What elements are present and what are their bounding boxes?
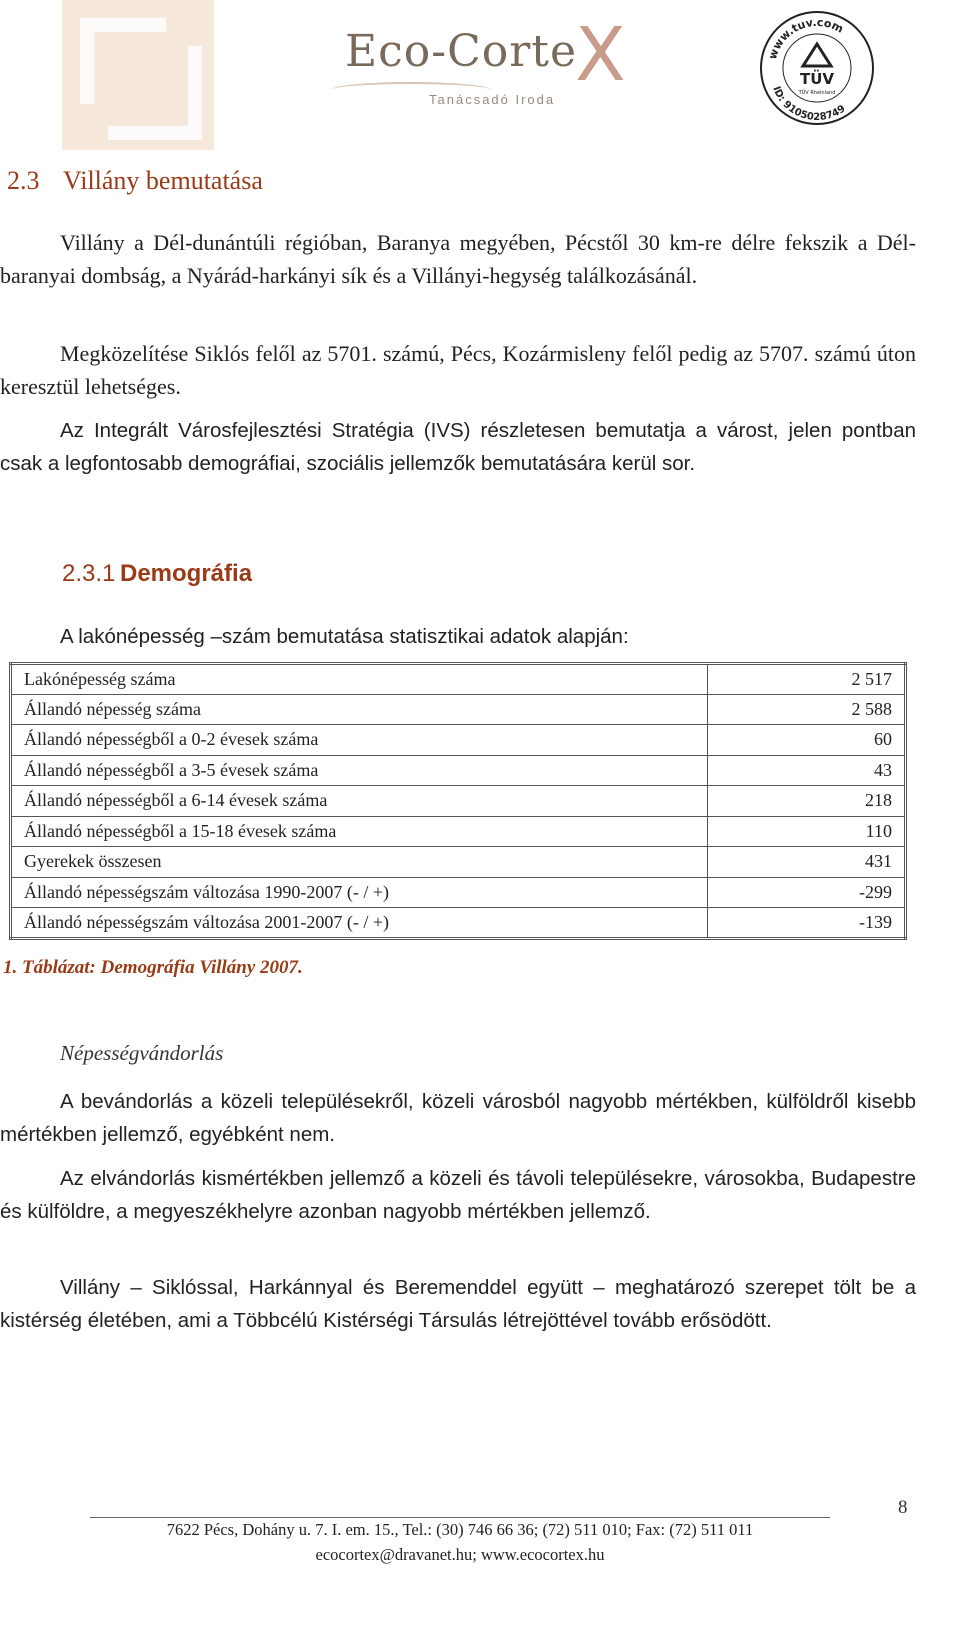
brand-subtitle: Tanácsadó Iroda: [429, 92, 556, 107]
table-row: [11, 664, 906, 695]
subsection-title: Demográfia: [120, 560, 253, 587]
demography-table: [9, 662, 907, 940]
page-header: [0, 0, 960, 150]
intro-paragraph: Villány a Dél-dunántúli régióban, Baranya megyében, Pécstől 30 km-re délre fekszik a Dél-baranyai dombság, a Nyárád-harkányi sík és a Villányi-hegység találkozásánál.: [0, 230, 916, 288]
table-row: [11, 816, 906, 847]
row-label: Állandó népességszám változása 1990-2007 (- / +): [11, 877, 708, 908]
table-row: [11, 725, 906, 756]
migration-paragraph: Villány – Siklóssal, Harkánnyal és Beremenddel együtt – meghatározó szerepet tölt be a kistérség életében, ami a Többcélú Kistérségi Társulás létrejöttével tovább erősödött.: [0, 1276, 916, 1332]
row-label: Állandó népességből a 6-14 évesek száma: [11, 786, 708, 817]
tuv-name: TÜV: [799, 70, 835, 88]
section-heading: [7, 166, 263, 196]
row-value: 2 517: [708, 664, 906, 695]
row-value: 218: [708, 786, 906, 817]
row-label: Állandó népességből a 0-2 évesek száma: [11, 725, 708, 756]
section-number: 2.3: [7, 166, 40, 195]
intro-paragraph: Az Integrált Városfejlesztési Stratégia (IVS) részletesen bemutatja a várost, jelen pontban csak a legfontosabb demográfiai, szociális jellemzők bemutatására kerül sor.: [0, 419, 916, 475]
company-logo: [345, 12, 635, 112]
section-title: Villány bemutatása: [63, 166, 263, 195]
row-label: Lakónépesség száma: [11, 664, 708, 695]
footer-contact: ecocortex@dravanet.hu; www.ecocortex.hu: [315, 1545, 605, 1564]
table-row: [11, 694, 906, 725]
subsection-heading: [62, 560, 252, 588]
migration-paragraph: Az elvándorlás kismértékben jellemző a közeli és távoli településekre, városokba, Budapestre és külföldre, a megyeszékhelyre azonban nagyobb mértékben jellemző.: [0, 1167, 916, 1223]
row-value: -139: [708, 908, 906, 939]
row-label: Gyerekek összesen: [11, 847, 708, 878]
table-row: [11, 847, 906, 878]
subsection-number: 2.3.1: [62, 560, 116, 587]
table-row: [11, 755, 906, 786]
table-row: [11, 908, 906, 939]
row-label: Állandó népességszám változása 2001-2007 (- / +): [11, 908, 708, 939]
table-row: [11, 786, 906, 817]
migration-heading: Népességvándorlás: [60, 1041, 224, 1065]
page-number: 8: [898, 1497, 908, 1518]
table-intro: A lakónépesség –szám bemutatása statisztikai adatok alapján:: [60, 625, 629, 648]
row-value: 43: [708, 755, 906, 786]
intro-paragraph: Megközelítése Siklós felől az 5701. számú, Pécs, Kozármisleny felől pedig az 5707. számú úton keresztül lehetséges.: [0, 341, 916, 399]
row-value: 110: [708, 816, 906, 847]
tuv-url: www.tuv.com: [765, 15, 846, 61]
table-caption: 1. Táblázat: Demográfia Villány 2007.: [3, 957, 303, 978]
footer-divider: [90, 1517, 830, 1518]
row-label: Állandó népességből a 3-5 évesek száma: [11, 755, 708, 786]
company-logo-mark: [62, 0, 214, 150]
footer-address: 7622 Pécs, Dohány u. 7. I. em. 15., Tel.: (30) 746 66 36; (72) 511 010; Fax: (72) 511 011: [166, 1520, 754, 1539]
tuv-certification-seal: [757, 8, 877, 128]
tuv-id: ID: 9105028749: [770, 85, 848, 124]
migration-paragraph: A bevándorlás a közeli településekről, közeli városból nagyobb mértékben, külföldről kisebb mértékben jellemző, egyébként nem.: [0, 1090, 916, 1146]
row-value: 431: [708, 847, 906, 878]
row-label: Állandó népességből a 15-18 évesek száma: [11, 816, 708, 847]
row-value: 60: [708, 725, 906, 756]
row-value: -299: [708, 877, 906, 908]
table-row: [11, 877, 906, 908]
tuv-sub: TÜV Rheinland: [798, 90, 836, 96]
brand-x: X: [575, 12, 626, 98]
row-value: 2 588: [708, 694, 906, 725]
row-label: Állandó népesség száma: [11, 694, 708, 725]
brand-name: Eco-Corte: [345, 26, 578, 77]
